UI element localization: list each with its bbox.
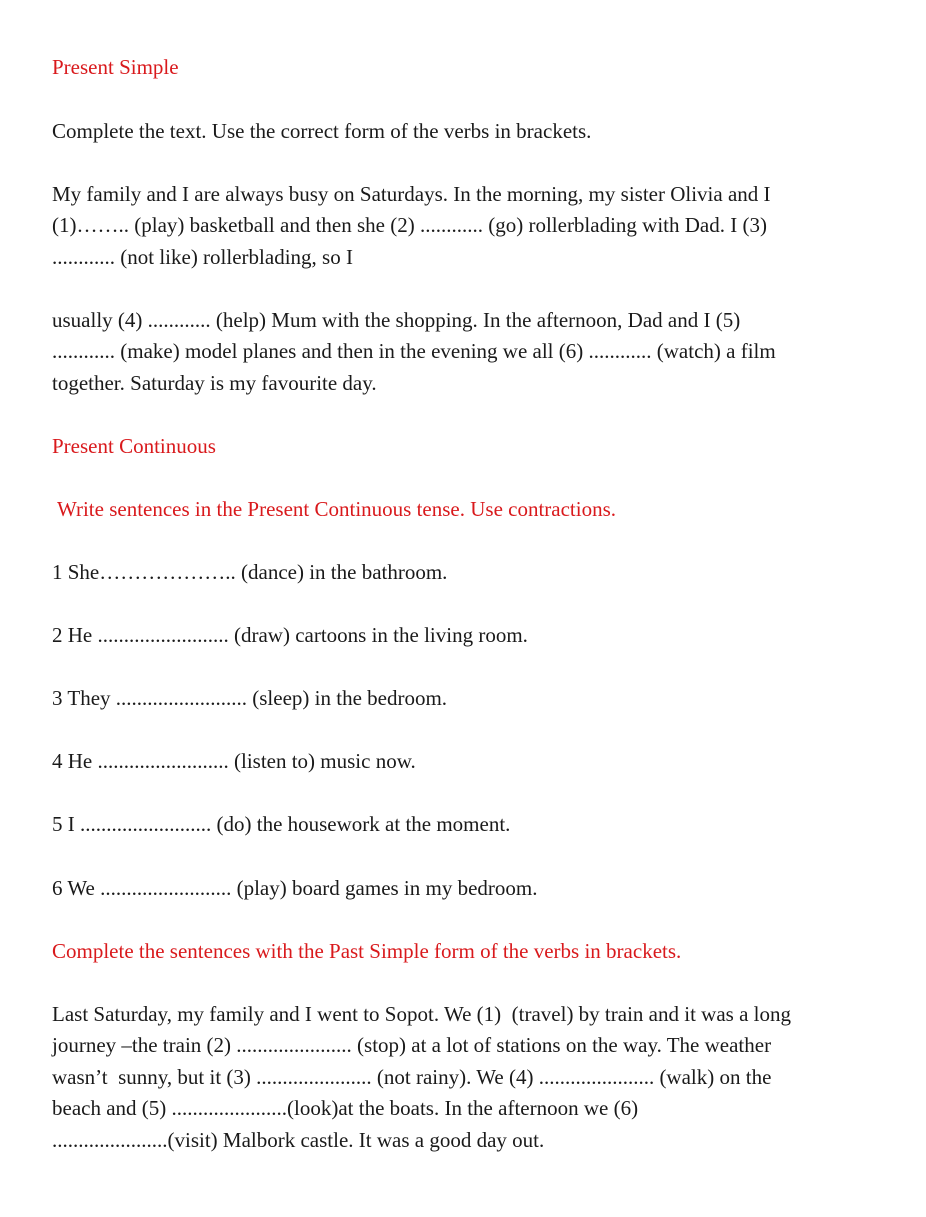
text-line: My family and I are always busy on Saturdays. In the morning, my sister Olivia and I: [52, 182, 771, 206]
heading-present-simple: Present Simple: [52, 55, 179, 79]
text-line: (1)…….. (play) basketball and then she (2) ............ (go) rollerblading with Dad. I (3): [52, 213, 767, 237]
instruction-past-simple: Complete the sentences with the Past Simple form of the verbs in brackets.: [52, 939, 682, 963]
text-line: wasn’t sunny, but it (3) ...................... (not rainy). We (4) ...................... (walk) on the: [52, 1065, 772, 1089]
text-line: ............ (not like) rollerblading, so I: [52, 245, 353, 269]
text-line: together. Saturday is my favourite day.: [52, 371, 377, 395]
instruction-present-simple: Complete the text. Use the correct form of the verbs in brackets.: [52, 119, 592, 143]
text-line: beach and (5) ......................(look)at the boats. In the afternoon we (6): [52, 1096, 639, 1120]
exercise-item: 4 He ......................... (listen to) music now.: [52, 749, 416, 773]
exercise-item: 3 They ......................... (sleep) in the bedroom.: [52, 686, 448, 710]
exercise-item: 2 He ......................... (draw) cartoons in the living room.: [52, 623, 528, 647]
exercise-item: 5 I ......................... (do) the housework at the moment.: [52, 812, 511, 836]
text-line: usually (4) ............ (help) Mum with the shopping. In the afternoon, Dad and I (5): [52, 308, 741, 332]
text-line: ............ (make) model planes and then in the evening we all (6) ............ (watch) a film: [52, 339, 776, 363]
text-line: Last Saturday, my family and I went to Sopot. We (1) (travel) by train and it was a long: [52, 1002, 791, 1026]
heading-present-continuous: Present Continuous: [52, 434, 216, 458]
exercise-item: 6 We ......................... (play) board games in my bedroom.: [52, 876, 538, 900]
text-line: journey –the train (2) ...................... (stop) at a lot of stations on the way. The weather: [52, 1033, 772, 1057]
exercise-item: 1 She……………….. (dance) in the bathroom.: [52, 560, 448, 584]
text-line: ......................(visit) Malbork castle. It was a good day out.: [52, 1128, 545, 1152]
instruction-present-continuous: Write sentences in the Present Continuous tense. Use contractions.: [57, 497, 617, 521]
